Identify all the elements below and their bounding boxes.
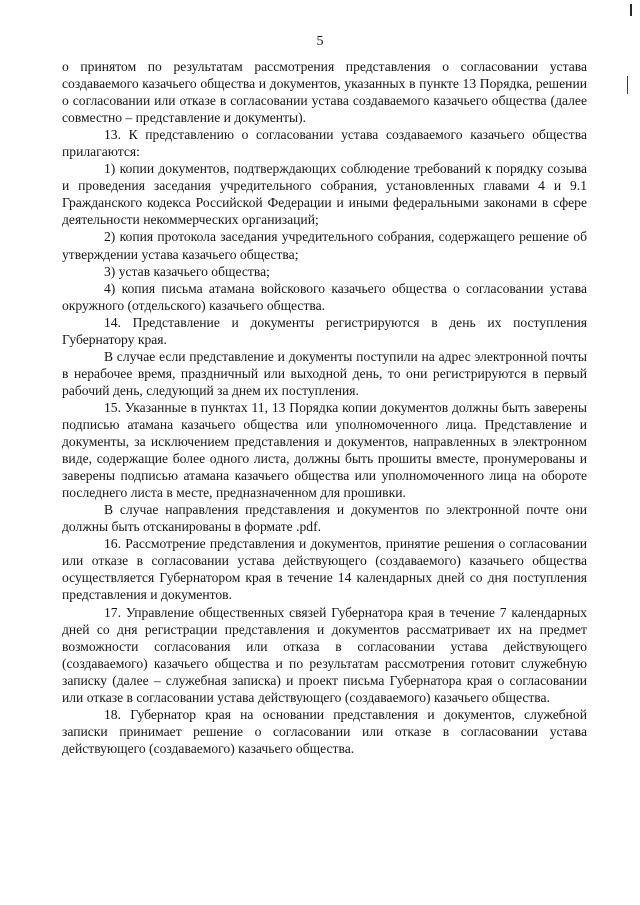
scan-artifact xyxy=(630,4,632,16)
paragraph: В случае если представление и документы поступили на адрес электронной почты в нерабочее время, праздничный или выходной день, то они регистрируются в первый рабочий день, следующий за днем их поступления. xyxy=(62,348,587,398)
paragraph: 17. Управление общественных связей Губернатора края в течение 7 календарных дней со дня регистрации представления и документов рассматривает их на предмет возможности согласования или отказа в согласовании устава действующего (создаваемого) казачьего общества и по результатам рассмотрения готовит служебную записку (далее – служебная записка) и проект письма Губернатора края о согласовании или отказе в согласовании устава действующего (создаваемого) казачьего общества. xyxy=(62,604,587,705)
page-number: 5 xyxy=(316,34,324,49)
paragraph: 16. Рассмотрение представления и документов, принятие решения о согласовании или отказе в согласовании устава действующего (создаваемого) казачьего общества осуществляется Губернатором края в течение 14 календарных дней со дня поступления представления и документов. xyxy=(62,536,587,603)
paragraph: 13. К представлению о согласовании устава создаваемого казачьего общества прилагаются: xyxy=(62,127,587,160)
paragraph: 15. Указанные в пунктах 11, 13 Порядка копии документов должны быть заверены подписью атамана казачьего общества или уполномоченного лица. Представление и документы, за исключением представления и документов, направленных в электронном виде, содержащие более одного листа, должны быть прошиты вместе, пронумерованы и заверены подписью атамана казачьего общества или уполномоченного лица на обороте последнего листа в месте, предназначенном для прошивки. xyxy=(62,399,587,501)
paragraph: В случае направления представления и документов по электронной почте они должны быть отсканированы в формате .pdf. xyxy=(62,502,587,535)
document-body xyxy=(62,58,587,757)
paragraph: о принятом по результатам рассмотрения представления о согласовании устава создаваемого казачьего общества и документов, указанных в пункте 13 Порядка, решении о согласовании или отказе в согласовании устава создаваемого казачьего общества (далее совместно – представление и документы). xyxy=(62,59,587,126)
paragraph: 2) копия протокола заседания учредительного собрания, содержащего решение об утверждении устава казачьего общества; xyxy=(62,229,587,262)
paragraph: 14. Представление и документы регистрируются в день их поступления Губернатору края. xyxy=(62,314,587,347)
paragraph: 3) устав казачьего общества; xyxy=(104,263,270,279)
paragraph: 1) копии документов, подтверждающих соблюдение требований к порядку созыва и проведения заседания учредительного собрания, установленных главами 4 и 9.1 Гражданского кодекса Российской Федерации и иными федеральными законами в сфере деятельности некоммерческих организаций; xyxy=(62,161,587,228)
paragraph: 18. Губернатор края на основании представления и документов, служебной записки принимает решение о согласовании или отказе в согласовании устава действующего (создаваемого) казачьего общества. xyxy=(62,706,587,756)
paragraph: 4) копия письма атамана войскового казачьего общества о согласовании устава окружного (отдельского) казачьего общества. xyxy=(62,280,587,313)
scan-artifact xyxy=(627,76,628,94)
